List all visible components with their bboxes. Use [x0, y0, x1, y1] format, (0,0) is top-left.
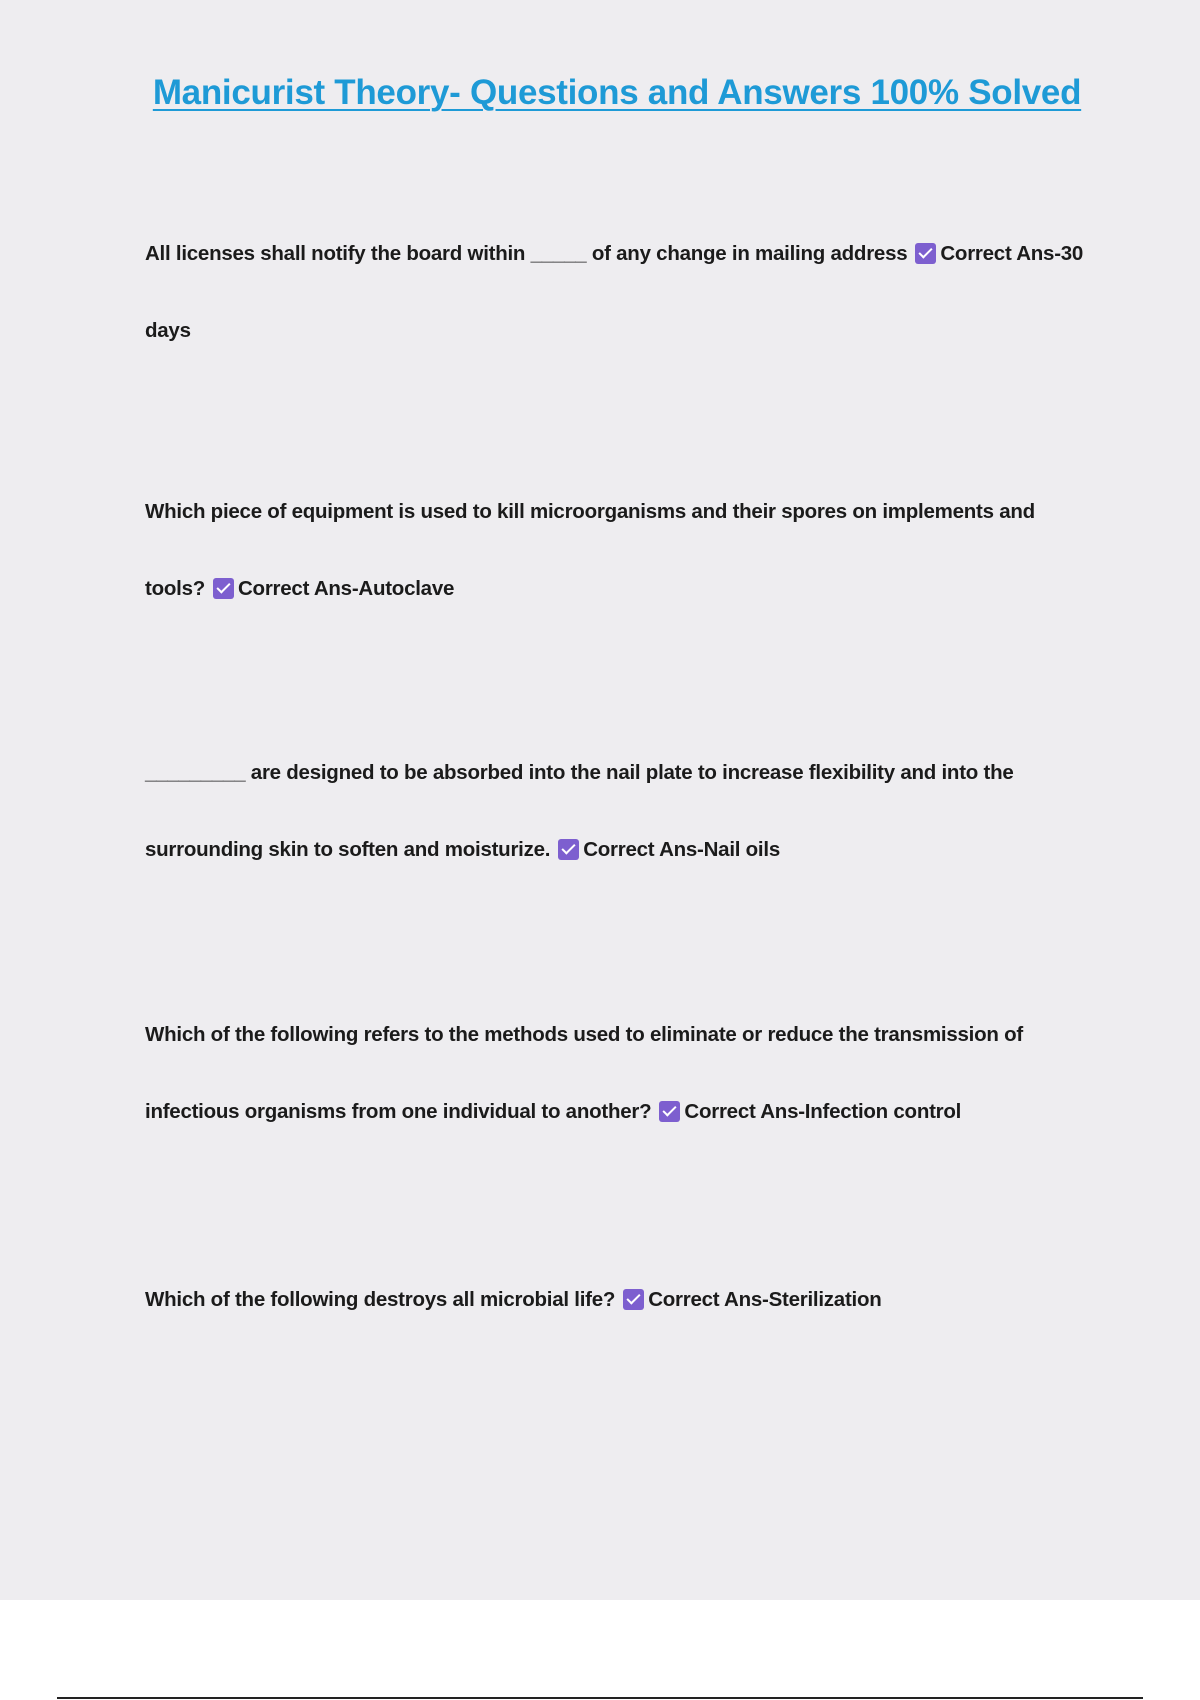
answer-text: Correct Ans-Autoclave — [238, 577, 455, 600]
qa-item — [145, 1261, 1090, 1338]
checkbox-checked-icon — [213, 578, 234, 599]
checkbox-checked-icon — [659, 1101, 680, 1122]
answer-text: Correct Ans-30 days — [145, 242, 1084, 342]
checkbox-checked-icon — [623, 1289, 644, 1310]
answer-text: Correct Ans-Infection control — [684, 1100, 962, 1123]
question-text: Which of the following destroys all microbial life? — [145, 1288, 616, 1311]
answer-text: Correct Ans-Sterilization — [648, 1288, 882, 1311]
question-text: Which of the following refers to the methods used to eliminate or reduce the transmission of infectious organisms from one individual to another? — [145, 1023, 1023, 1123]
checkbox-checked-icon — [915, 243, 936, 264]
question-text: Which piece of equipment is used to kill microorganisms and their spores on implements and tools? — [145, 500, 1035, 600]
question-text: _________ are designed to be absorbed into the nail plate to increase flexibility and into the surrounding skin to soften and moisturize. — [145, 761, 1014, 861]
answer-text: Correct Ans-Nail oils — [583, 838, 780, 861]
qa-item — [145, 996, 1090, 1150]
qa-item — [145, 473, 1090, 627]
question-text: All licenses shall notify the board within _____ of any change in mailing address — [145, 242, 908, 265]
checkbox-checked-icon — [558, 839, 579, 860]
footer-divider — [57, 1697, 1143, 1699]
qa-item — [145, 734, 1090, 888]
document-title: Manicurist Theory- Questions and Answers 100% Solved — [152, 73, 1082, 112]
qa-item — [145, 215, 1090, 369]
